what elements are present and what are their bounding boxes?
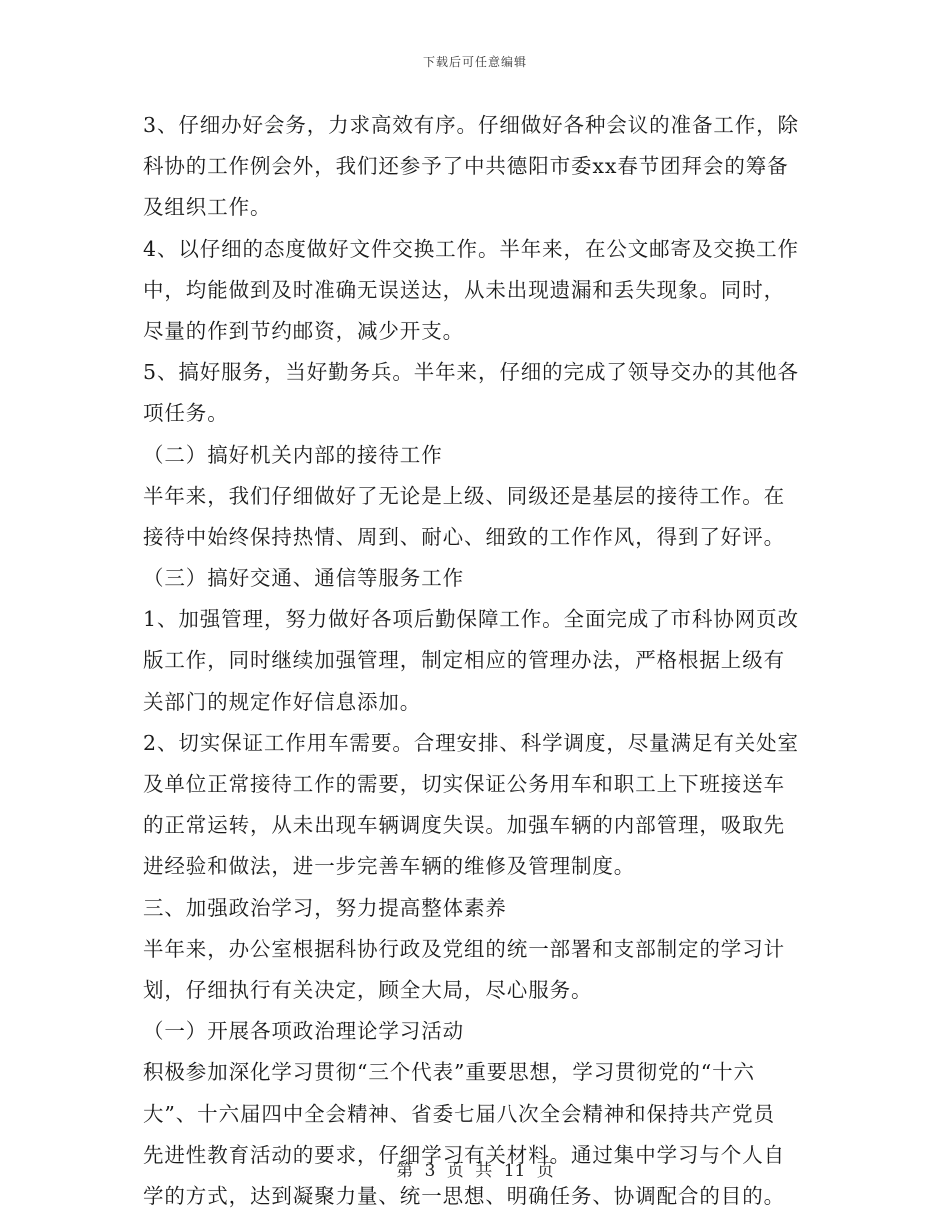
text-line: 大”、十六届四中全会精神、省委七届八次全会精神和保持共产党员 bbox=[143, 1101, 775, 1126]
text-line: 的正常运转，从未出现车辆调度失误。加强车辆的内部管理，吸取先 bbox=[143, 813, 785, 838]
text-line: （一）开展各项政治理论学习活动 bbox=[143, 1019, 464, 1044]
text-line: 科协的工作例会外，我们还参予了中共德阳市委xx春节团拜会的筹备 bbox=[143, 154, 789, 179]
document-body bbox=[143, 105, 813, 1217]
text-line: 尽量的作到节约邮资，减少开支。 bbox=[143, 318, 464, 343]
text-line: 先进性教育活动的要求，仔细学习有关材料。通过集中学习与个人自 bbox=[143, 1142, 785, 1167]
text-line: 3、仔细办好会务，力求高效有序。仔细做好各种会议的准备工作，除 bbox=[143, 113, 799, 137]
text-line: 及组织工作。 bbox=[143, 195, 272, 220]
text-line: 关部门的规定作好信息添加。 bbox=[143, 689, 422, 714]
text-line: 半年来，我们仔细做好了无论是上级、同级还是基层的接待工作。在 bbox=[143, 483, 785, 508]
text-line: （二）搞好机关内部的接待工作 bbox=[143, 442, 443, 467]
text-line: 2、切实保证工作用车需要。合理安排、科学调度，尽量满足有关处室 bbox=[143, 730, 799, 755]
text-line: 积极参加深化学习贯彻“三个代表”重要思想，学习贯彻党的“十六 bbox=[143, 1060, 755, 1085]
text-line: 版工作，同时继续加强管理，制定相应的管理办法，严格根据上级有 bbox=[143, 648, 785, 673]
text-line: 5、搞好服务，当好勤务兵。半年来，仔细的完成了领导交办的其他各 bbox=[143, 360, 799, 385]
text-line: （三）搞好交通、通信等服务工作 bbox=[143, 566, 464, 591]
text-line: 及单位正常接待工作的需要，切实保证公务用车和职工上下班接送车 bbox=[143, 772, 785, 796]
text-line: 进经验和做法，进一步完善车辆的维修及管理制度。 bbox=[143, 854, 636, 879]
page-header: 下载后可任意编辑 bbox=[422, 55, 527, 69]
text-line: 项任务。 bbox=[143, 401, 229, 426]
text-line: 半年来，办公室根据科协行政及党组的统一部署和支部制定的学习计 bbox=[143, 936, 785, 961]
text-line: 划，仔细执行有关决定，顾全大局，尽心服务。 bbox=[143, 977, 593, 1002]
text-line: 1、加强管理，努力做好各项后勤保障工作。全面完成了市科协网页改 bbox=[143, 607, 799, 632]
page-number: 第 3 页 共 11 页 bbox=[396, 1161, 554, 1181]
text-line: 三、加强政治学习，努力提高整体素养 bbox=[143, 895, 507, 920]
text-line: 学的方式，达到凝聚力量、统一思想、明确任务、协调配合的目的。 bbox=[143, 1183, 785, 1208]
text-line: 中，均能做到及时准确无误送达，从未出现遗漏和丢失现象。同时， bbox=[143, 277, 785, 302]
text-line: 接待中始终保持热情、周到、耐心、细致的工作作风，得到了好评。 bbox=[143, 524, 785, 549]
text-line: 4、以仔细的态度做好文件交换工作。半年来，在公文邮寄及交换工作 bbox=[143, 236, 799, 261]
